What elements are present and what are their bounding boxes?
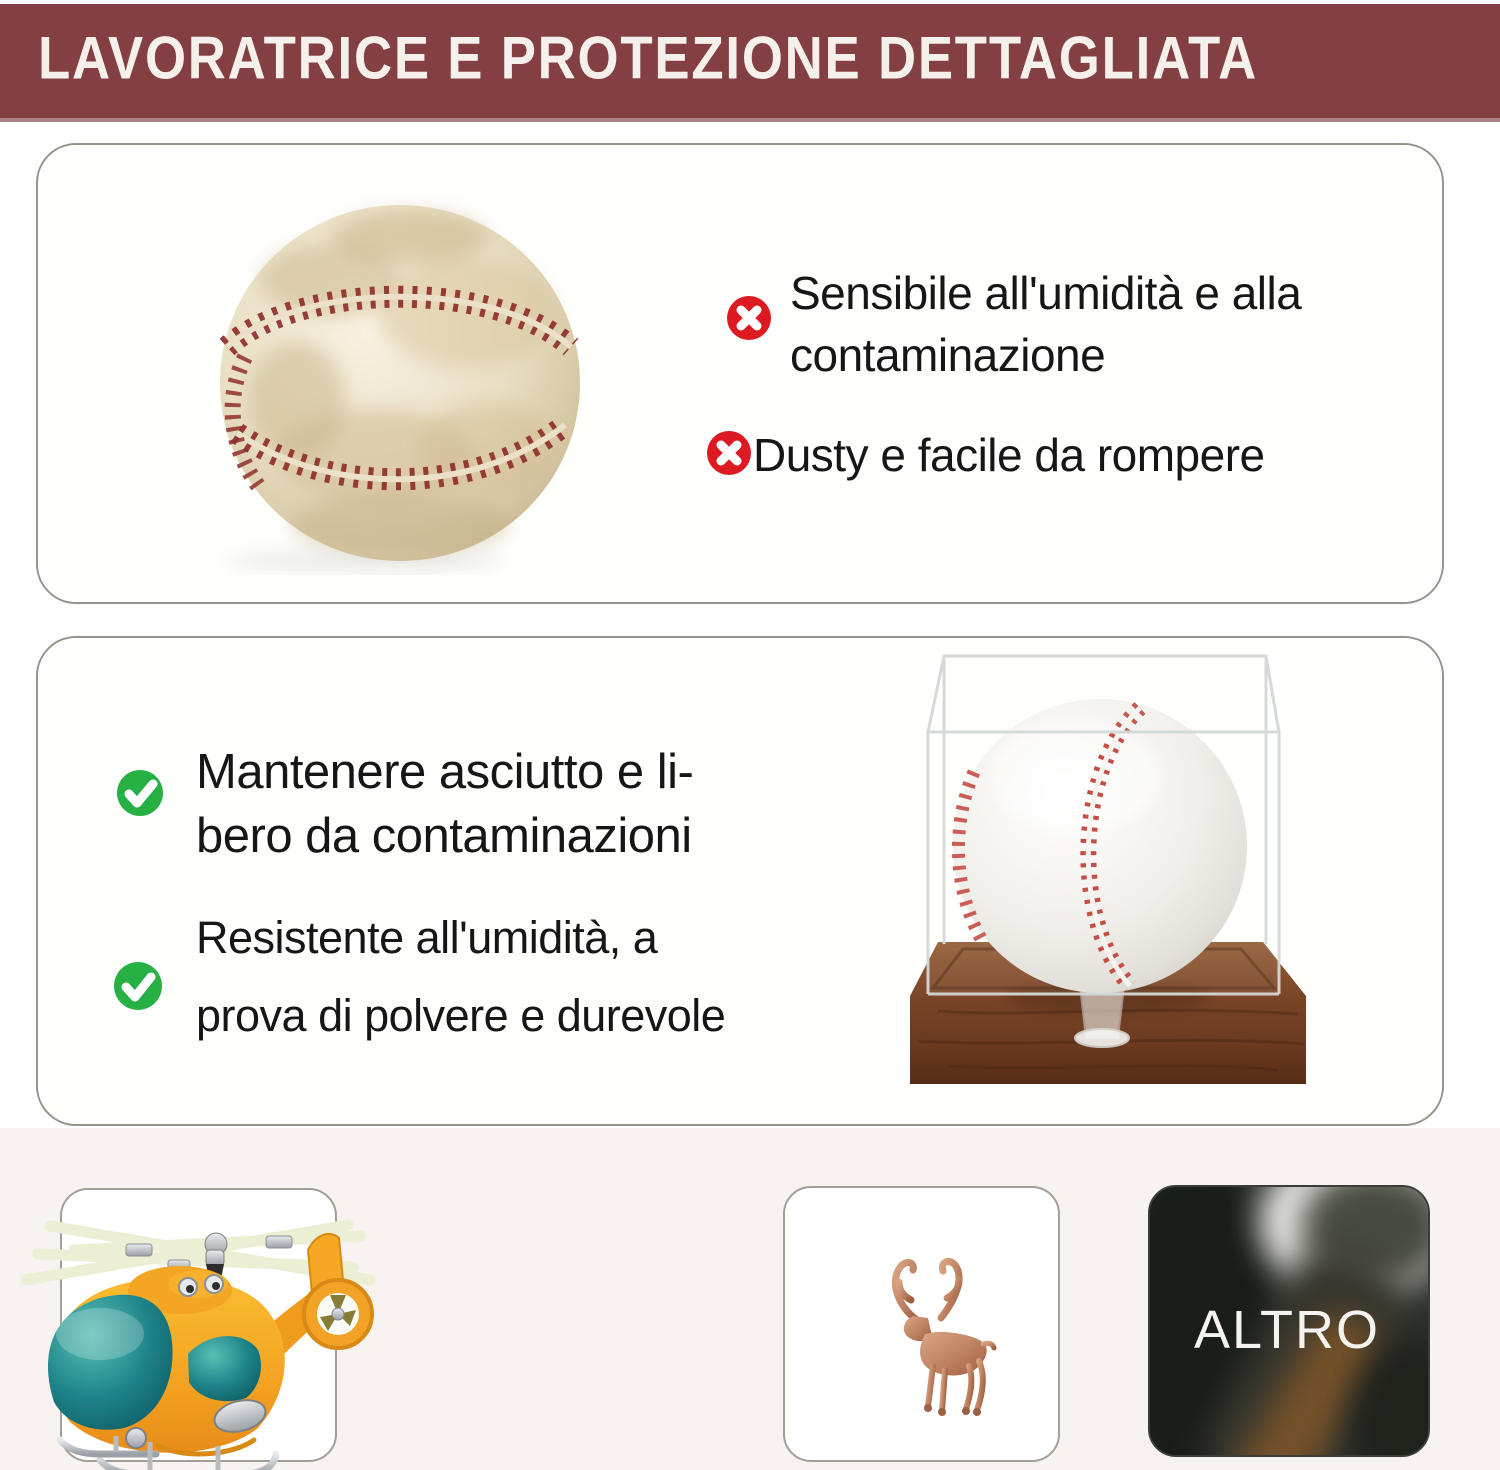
check-circle-icon (112, 960, 164, 1012)
more-products-label: ALTRO (1194, 1300, 1381, 1360)
pros-bullet-2-line-1: Resistente all'umidità, a (196, 912, 658, 963)
pros-panel (36, 636, 1444, 1126)
cons-bullet-1-line-2: contaminazione (790, 329, 1106, 381)
pros-bullet-1-line-2: bero da contaminazioni (196, 809, 692, 863)
cons-panel (36, 143, 1444, 604)
related-product-helicopter-tile[interactable] (60, 1188, 337, 1462)
page-title (38, 24, 1424, 93)
header-banner (0, 4, 1500, 122)
pros-bullet-2-line-2: prova di polvere e durevole (196, 990, 726, 1041)
pros-bullet-1-line-1: Mantenere asciutto e li- (196, 745, 694, 799)
related-product-more-tile[interactable] (1148, 1185, 1430, 1457)
cross-circle-icon (706, 430, 752, 476)
cons-bullet-1-line-1: Sensibile all'umidità e alla (790, 267, 1302, 319)
cross-circle-icon (726, 295, 772, 341)
page-title-text: LAVORATRICE E PROTEZIONE DETTAGLIATA (38, 24, 1259, 92)
related-product-deer-tile[interactable] (783, 1186, 1060, 1462)
cons-bullet-2-line-1: Dusty e facile da rompere (753, 429, 1265, 481)
check-circle-icon (115, 768, 165, 818)
